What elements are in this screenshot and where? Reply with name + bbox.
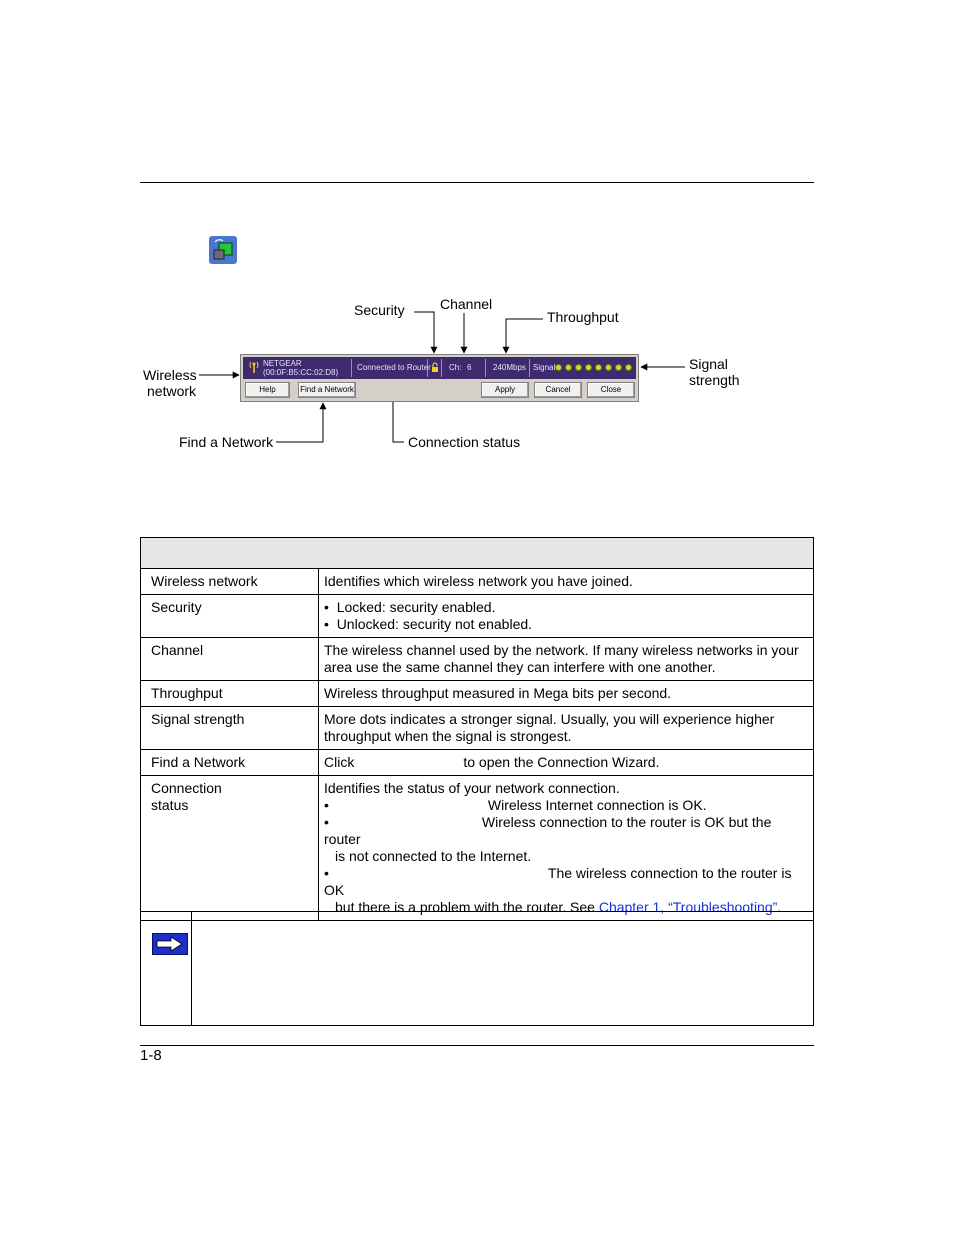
item-text-line1: Connection [151, 780, 222, 796]
note-divider [191, 912, 192, 1025]
signal-dot [585, 364, 592, 371]
status-item-1: • Wireless Internet connection is OK. [324, 797, 707, 813]
signal-label: Signal [533, 363, 556, 372]
item-cell: Wireless network [141, 569, 319, 595]
callout-throughput: Throughput [547, 309, 619, 325]
channel-value: 6 [467, 363, 472, 372]
description-cell: More dots indicates a stronger signal. Usually, you will experience higher throughput when the signal is strongest. [319, 707, 814, 750]
note-arrow-icon [152, 933, 188, 955]
arrow-security [414, 312, 434, 353]
troubleshooting-link[interactable]: Chapter 1, “Troubleshooting” [598, 899, 778, 915]
table-row [141, 750, 814, 776]
description-cell [319, 750, 814, 776]
status-item-2: • Wireless connection to the router is OK but the router [324, 814, 772, 847]
status-text: but there is a problem with the router. See [335, 899, 595, 915]
table-row [141, 776, 814, 921]
description-text-b: to open the Connection Wizard. [463, 754, 660, 770]
status-intro: Identifies the status of your network connection. [324, 780, 620, 796]
signal-dot [575, 364, 582, 371]
item-cell: Signal strength [141, 707, 319, 750]
table-row [141, 595, 814, 638]
table-row [141, 681, 814, 707]
description-cell [319, 776, 814, 921]
throughput-segment [487, 359, 530, 377]
signal-dot [565, 364, 572, 371]
lock-icon [431, 362, 439, 375]
item-cell: Find a Network [141, 750, 319, 776]
status-text: Wireless Internet connection is OK. [487, 797, 707, 813]
apply-button[interactable]: Apply [481, 382, 529, 398]
channel-segment [443, 359, 486, 377]
status-bar-top [243, 357, 636, 379]
item-cell: Channel [141, 638, 319, 681]
description-cell: Wireless throughput measured in Mega bits per second. [319, 681, 814, 707]
bullet-text: Locked: security enabled. [336, 599, 496, 615]
description-text-a: Click [324, 754, 355, 770]
arrow-find-a-network [276, 403, 323, 442]
signal-segment [531, 359, 634, 377]
bullet-text: Unlocked: security not enabled. [336, 616, 533, 632]
table-header [141, 538, 814, 569]
footer-rule [140, 1045, 814, 1046]
channel-label: Ch: [449, 363, 462, 372]
network-mac: (00:0F:B5:CC:02:D8) [263, 368, 339, 377]
wireless-status-bar [240, 354, 639, 402]
arrow-throughput [506, 319, 543, 353]
signal-dot [595, 364, 602, 371]
signal-dot [605, 364, 612, 371]
item-text-line2: status [151, 797, 189, 813]
find-a-network-button[interactable]: Find a Network [298, 382, 356, 398]
callout-signal-strength-line2: strength [689, 372, 740, 388]
security-segment [429, 359, 442, 377]
bullet-item: • Unlocked: security not enabled. [324, 616, 533, 632]
table-header-row [141, 538, 814, 569]
status-bar-items-table [140, 537, 814, 921]
connection-status-text: Connected to Router [357, 363, 431, 372]
close-button[interactable]: Close [587, 382, 635, 398]
description-cell [319, 595, 814, 638]
callout-security: Security [354, 302, 405, 318]
callout-wireless-network-line2: network [147, 383, 197, 399]
callout-wireless-network-line1: Wireless [143, 367, 197, 383]
status-item-3: • The wireless connection to the router is OK [324, 865, 792, 898]
item-cell [141, 776, 319, 921]
callout-find-a-network: Find a Network [179, 434, 274, 450]
wireless-network-segment[interactable] [245, 359, 352, 377]
callout-connection-status: Connection status [408, 434, 521, 450]
note-box [140, 911, 814, 1026]
table-row [141, 638, 814, 681]
signal-dot [615, 364, 622, 371]
bullet-item: • Locked: security enabled. [324, 599, 496, 615]
description-cell: The wireless channel used by the network. If many wireless networks in your area use the same channel they can interfere with one another. [319, 638, 814, 681]
item-cell: Throughput [141, 681, 319, 707]
page-number: 1-8 [140, 1047, 162, 1064]
item-cell: Security [141, 595, 319, 638]
signal-dot [555, 364, 562, 371]
help-button[interactable]: Help [245, 382, 290, 398]
description-cell: Identifies which wireless network you have joined. [319, 569, 814, 595]
antenna-icon [249, 361, 259, 373]
connection-status-segment [353, 359, 431, 377]
network-name: NETGEAR [263, 359, 302, 368]
cancel-button[interactable]: Cancel [534, 382, 582, 398]
status-item-2-cont: is not connected to the Internet. [335, 848, 532, 864]
throughput-value: 240Mbps [493, 363, 526, 372]
callout-arrows [0, 0, 954, 480]
status-text: The wireless connection to the router is OK [324, 865, 792, 898]
callout-signal-strength-line1: Signal [689, 356, 728, 372]
status-text: Wireless connection to the router is OK but the router [324, 814, 772, 847]
callout-channel: Channel [440, 296, 493, 312]
period: . [777, 899, 782, 915]
table-row [141, 569, 814, 595]
table-row [141, 707, 814, 750]
signal-dot [625, 364, 632, 371]
